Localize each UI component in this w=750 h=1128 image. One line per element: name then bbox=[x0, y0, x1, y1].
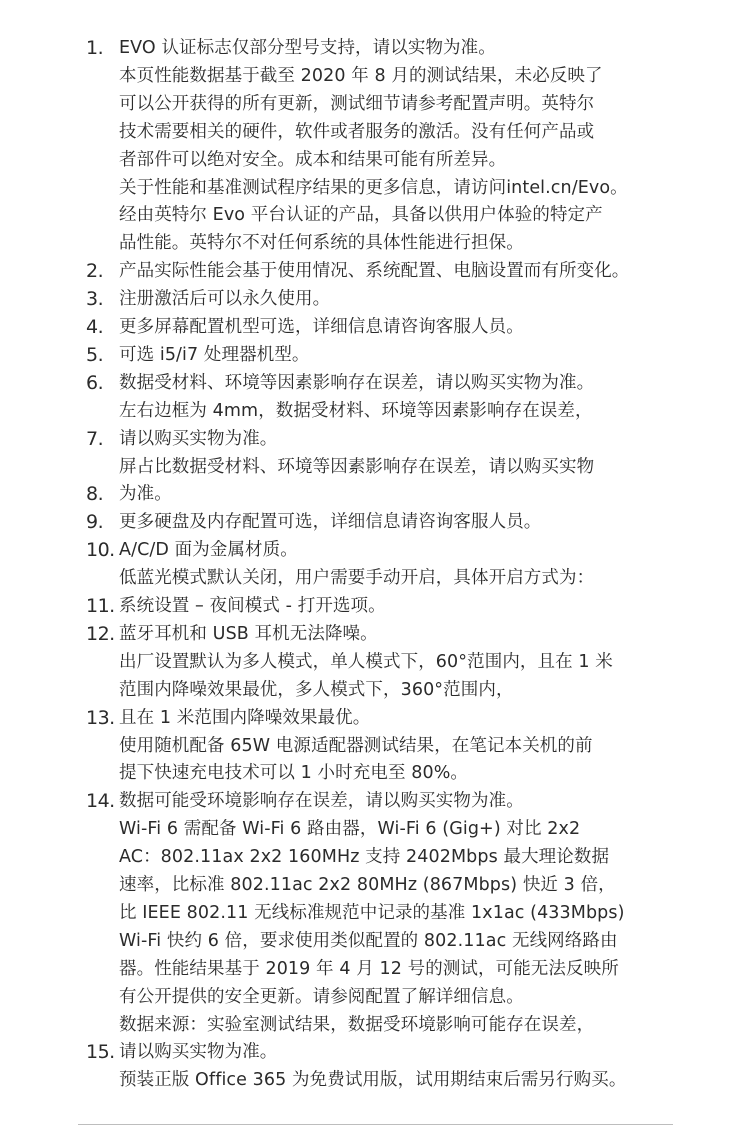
footnote-text: 数据可能受环境影响存在误差，请以购买实物为准。 bbox=[119, 791, 524, 812]
footnote-number: 14. bbox=[86, 790, 115, 813]
footnote-text: 速率，比标准 802.11ac 2x2 80MHz (867Mbps) 快近 3 倍， bbox=[119, 875, 616, 895]
footnote-text: 者部件可以绝对安全。成本和结果可能有所差异。 bbox=[119, 149, 507, 170]
footnote-text: 左右边框为 4mm，数据受材料、环境等因素影响存在误差， bbox=[119, 400, 593, 421]
footnote-text: 本页性能数据基于截至 2020 年 8 月的测试结果，未必反映了 bbox=[119, 65, 603, 86]
footnote-text: 有公开提供的安全更新。请参阅配置了解详细信息。 bbox=[119, 986, 524, 1007]
footnote-number: 4. bbox=[86, 316, 104, 338]
footnote-text: 使用随机配备 65W 电源适配器测试结果，在笔记本关机的前 bbox=[119, 735, 593, 756]
footnote-text: 数据来源：实验室测试结果，数据受环境影响可能存在误差， bbox=[119, 1014, 595, 1035]
footnote-number: 11. bbox=[86, 595, 115, 617]
footnote-number: 6. bbox=[86, 371, 104, 394]
footnote-number: 10. bbox=[86, 539, 115, 562]
footnote-number: 9. bbox=[86, 511, 104, 534]
footnote-text: 比 IEEE 802.11 无线标准规范中记录的基准 1x1ac (433Mbps) bbox=[119, 902, 625, 923]
footnote-text: 出厂设置默认为多人模式，单人模式下，60°范围内，且在 1 米 bbox=[119, 651, 613, 672]
footnote-text: Wi-Fi 6 需配备 Wi-Fi 6 路由器，Wi-Fi 6 (Gig+) 对比 2x2 bbox=[119, 819, 581, 840]
footnote-text: 提下快速充电技术可以 1 小时充电至 80%。 bbox=[119, 763, 469, 784]
footnote-text: 器。性能结果基于 2019 年 4 月 12 号的测试，可能无法反映所 bbox=[119, 958, 619, 979]
footnote-text: 数据受材料、环境等因素影响存在误差，请以购买实物为准。 bbox=[119, 372, 595, 393]
footnote-number: 13. bbox=[86, 706, 115, 729]
footnote-number: 12. bbox=[86, 622, 115, 645]
footnote-text: 请以购买实物为准。 bbox=[119, 428, 278, 449]
footnote-number: 2. bbox=[86, 260, 104, 283]
footnote-text: 低蓝光模式默认关闭，用户需要手动开启，具体开启方式为： bbox=[119, 568, 595, 589]
footnote-text: 请以购买实物为准。 bbox=[119, 1042, 278, 1063]
footnote-text: 注册激活后可以永久使用。 bbox=[119, 289, 331, 310]
footnote-text: 范围内降噪效果最优，多人模式下，360°范围内， bbox=[119, 679, 514, 700]
footnote-number: 3. bbox=[86, 288, 104, 311]
footnote-text: 更多硬盘及内存配置可选，详细信息请咨询客服人员。 bbox=[119, 512, 542, 533]
bottom-divider bbox=[78, 1124, 673, 1125]
footnote-text: 预装正版 Office 365 为免费试用版，试用期结束后需另行购买。 bbox=[119, 1070, 627, 1091]
footnote-text: 蓝牙耳机和 USB 耳机无法降噪。 bbox=[119, 623, 378, 644]
footnote-text: 技术需要相关的硬件，软件或者服务的激活。没有任何产品或 bbox=[119, 121, 595, 142]
footnote-text: 更多屏幕配置机型可选，详细信息请咨询客服人员。 bbox=[119, 317, 524, 337]
footnote-number: 8. bbox=[86, 483, 104, 506]
footnote-text: 产品实际性能会基于使用情况、系统配置、电脑设置而有所变化。 bbox=[119, 261, 630, 282]
footnote-text: 关于性能和基准测试程序结果的更多信息，请访问intel.cn/Evo。 bbox=[119, 177, 628, 198]
footnote-text: EVO 认证标志仅部分型号支持，请以实物为准。 bbox=[119, 38, 496, 58]
footnote-text: 且在 1 米范围内降噪效果最优。 bbox=[119, 707, 371, 728]
footnote-number: 1. bbox=[86, 37, 104, 59]
footnote-text: 品性能。英特尔不对任何系统的具体性能进行担保。 bbox=[119, 233, 524, 254]
footnote-text: 经由英特尔 Evo 平台认证的产品，具备以供用户体验的特定产 bbox=[119, 205, 603, 226]
footnote-number: 5. bbox=[86, 343, 104, 366]
footnote-text: 为准。 bbox=[119, 484, 172, 505]
footnote-text: AC：802.11ax 2x2 160MHz 支持 2402Mbps 最大理论数据 bbox=[119, 847, 610, 868]
footnote-text: 可以公开获得的所有更新，测试细节请参考配置声明。英特尔 bbox=[119, 93, 595, 114]
footnote-number: 15. bbox=[86, 1041, 115, 1064]
footnote-number: 7. bbox=[86, 427, 104, 450]
footnote-text: 屏占比数据受材料、环境等因素影响存在误差，请以购买实物 bbox=[119, 456, 595, 477]
footnote-text: Wi-Fi 快约 6 倍，要求使用类似配置的 802.11ac 无线网络路由 bbox=[119, 930, 618, 951]
footnote-text: A/C/D 面为金属材质。 bbox=[119, 540, 298, 561]
footnote-text: 可选 i5/i7 处理器机型。 bbox=[119, 344, 310, 365]
footnote-text: 系统设置 – 夜间模式 - 打开选项。 bbox=[119, 596, 386, 616]
